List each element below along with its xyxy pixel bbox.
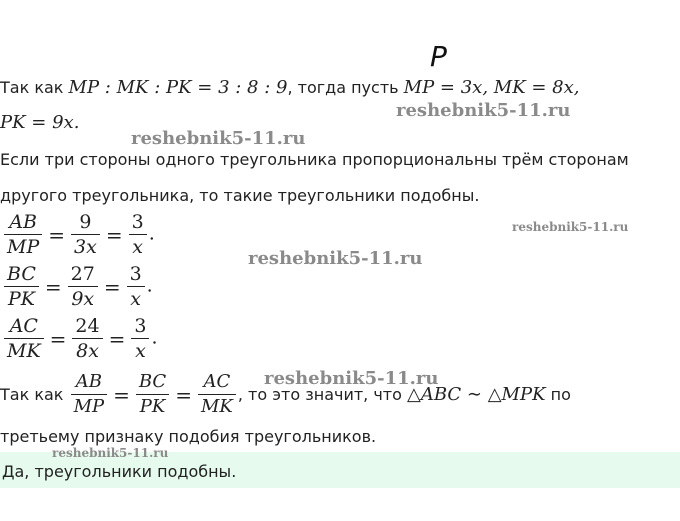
- figure-label-p: P: [430, 40, 447, 73]
- conclusion-line-2: третьему признаку подобия треугольников.: [0, 427, 377, 446]
- watermark: reshebnik5-11.ru: [396, 100, 571, 121]
- math-pk: PK = 9x.: [0, 112, 80, 133]
- math-ratio: MP : MK : PK = 3 : 8 : 9: [68, 77, 288, 98]
- fraction-line-bc: $\frac{BC}{PK}$ = $\frac{27}{9x}$ = $\frac{3}{x}$ .: [2, 262, 153, 311]
- theorem-line-2: другого треугольника, то такие треугольники подобны.: [0, 186, 480, 205]
- watermark: reshebnik5-11.ru: [248, 248, 423, 269]
- watermark: reshebnik5-11.ru: [131, 128, 306, 149]
- watermark: reshebnik5-11.ru: [52, 446, 169, 460]
- text-prefix: Так как: [0, 78, 69, 97]
- fraction-line-ac: $\frac{AC}{MK}$ = $\frac{24}{8x}$ = $\frac{3}{x}$ .: [2, 314, 158, 363]
- watermark: reshebnik5-11.ru: [264, 368, 439, 389]
- math-similar: △ABC ∼ △MPK: [407, 384, 546, 405]
- conclusion-line: Так как $\frac{AB}{MP}$ = $\frac{BC}{PK}$ = $\frac{AC}{MK}$ , то это значит, что △ABC ∼ △MPK по: [0, 371, 571, 417]
- theorem-line-1: Если три стороны одного треугольника пропорциональны трём сторонам: [0, 150, 629, 169]
- watermark: reshebnik5-11.ru: [512, 220, 629, 234]
- fraction-line-ab: $\frac{AB}{MP}$ = $\frac{9}{3x}$ = $\frac{3}{x}$ .: [2, 210, 155, 259]
- answer-text: Да, треугольники подобны.: [2, 462, 237, 481]
- text-line-ratio: [0, 78, 580, 98]
- text-line-pk: [0, 113, 79, 133]
- math-assign: MP = 3x, MK = 8x,: [403, 77, 580, 98]
- text-mid: , тогда пусть: [287, 78, 404, 97]
